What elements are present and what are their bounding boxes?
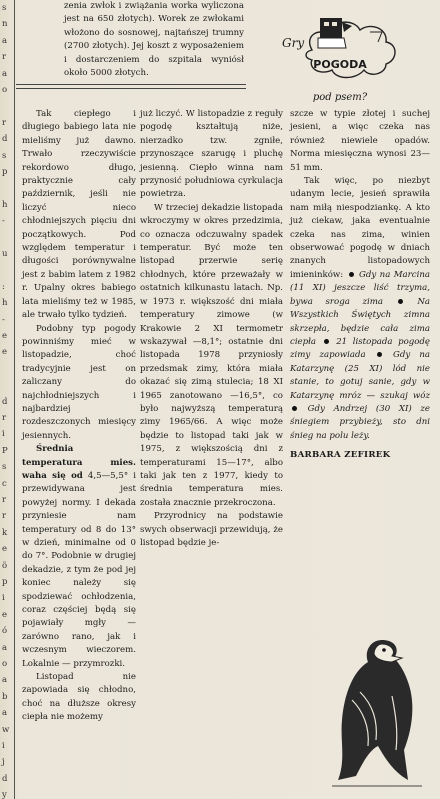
gutter-letter: y	[2, 790, 7, 799]
gutter-letter: r	[2, 413, 7, 423]
gutter-letter: r	[2, 495, 7, 505]
gutter-letter: r	[2, 511, 7, 522]
gutter-letter: a	[2, 68, 8, 79]
gutter-letter: d	[2, 773, 8, 784]
logo-word-left: Gry	[282, 36, 305, 50]
gutter-letter: o	[2, 659, 8, 669]
paragraph	[22, 443, 136, 671]
gutter-letter: e	[2, 609, 8, 620]
paragraph	[290, 175, 430, 443]
paragraph: Tak ciepłego i długiego babiego lata nie mieliśmy już dawno. Trwało rzeczywiście rekordowo długo, praktycznie cały październik, jeśli nie liczyć nieco chłodniejszych pięciu dni początkowych. Pod względem temperatur i długości porównywalne jest z babim latem z 1982 r. Upalny okres babiego lata mieliśmy też w 1985, ale trwało tylko tydzień.	[22, 109, 136, 321]
gutter-letter: c	[2, 478, 7, 489]
bullet-icon	[398, 299, 403, 304]
saying: Na Wszystkich Świętych zimna skrzepła, będzie cała zima ciepła	[290, 296, 431, 347]
gutter-letter: h	[2, 199, 8, 210]
previous-article-text: zenia zwłok i zwiążania worka wyliczona jest na 650 złotych). Worek ze zwłokami włożono do sosnowej, najtańszej trumny (2700 złotych). Jej koszt z wyposażeniem i dostarczeniem do szpitala wyniósł około 5000 złotych.	[64, 1, 244, 79]
bullet-icon	[377, 352, 382, 357]
gutter-letter: k	[2, 527, 8, 538]
article-separator-line-2	[16, 88, 246, 89]
bullet-icon	[324, 339, 329, 344]
saying: 21 listopada pogodę zimy zapowiada	[290, 336, 430, 361]
gutter-letter: s	[2, 462, 7, 473]
gutter-letter: i	[2, 741, 5, 751]
gutter-letter: i	[2, 429, 5, 440]
gutter-letter: j	[2, 757, 5, 768]
saying: Gdy na Katarzynę (25 XI) lód nie stanie, to gotuj sanie, gdy w Katarzynę mróz — szukaj wóz	[290, 350, 430, 401]
article-separator-line	[16, 84, 246, 85]
paragraph: szcze w typie złotej i suchej jesieni, a więc czeka nas również niewiele opadów. Norma miesięczna wynosi 23—51 mm.	[290, 109, 430, 173]
logo-subtitle: pod psem?	[312, 92, 368, 103]
gutter-letter: P	[2, 445, 8, 456]
paragraph: Przyrodnicy na podstawie swych obserwacji przewidują, że listopad będzie je-	[140, 511, 283, 548]
gutter-letter: a	[2, 708, 8, 719]
gutter-letter: ó	[2, 626, 8, 637]
paragraph: W trzeciej dekadzie listopada wkroczymy w okres przedzimia, co oznacza odczuwalny spadek temperatur. Być może ten listopad przerwie serię chłodnych, które przeważały w ostatnich kilkunastu latach. Np. w 1973 r. większość dni miała temperatury zimowe (w Krakowie 2 XI termometr wskazywał —8,1°; ostatnie dni listopada 1978 przyniosły przedsmak zimy, która miała okazać się zimą stulecia; 18 XI 1965 zanotowano —16,5°, co było najwyższą temperaturą zimy 1965/66. A więc może będzie to listopad taki jak w 1975, z większością dni z temperaturami 15—17°, albo taki jak ten z 1977, kiedy to średnia temperatura mies. została znacznie przekroczona.	[140, 202, 283, 508]
eagle-illustration-icon	[312, 600, 432, 790]
gutter-letter: ö	[2, 560, 8, 571]
gutter-letter: h	[2, 298, 8, 309]
gutter-letter: a	[2, 675, 8, 686]
gutter-letter: :	[2, 281, 5, 292]
saying: Gdy Andrzej (30 XI) ze śniegiem przybieży, sto dni śnieg na polu leży.	[290, 403, 430, 441]
paragraph: już liczyć. W listopadzie z reguły pogodę kształtują niże, nierzadko tzw. zgniłe, przynoszące szarugę i pluchę jesienną. Ciepło winna nam przynosić południowa cyrkulacja powietrza.	[140, 109, 283, 200]
gutter-letter: r	[2, 117, 7, 128]
gutter-letter: s	[2, 150, 7, 161]
bullet-icon	[349, 272, 354, 277]
column-divider	[14, 0, 15, 799]
saying: Gdy na Marcina (11 XI) jeszcze liść trzyma, bywa sroga zima	[290, 269, 430, 307]
gutter-letter: n	[2, 19, 8, 30]
gutter-letter: p	[2, 167, 8, 177]
gutter-letter: w	[2, 724, 10, 735]
gutter-letter: -	[2, 314, 5, 325]
paragraph-text: Tak więc, po niezbyt udanym lecie, jesień sprawiła nam miłą niespodziankę. A kto już ciekaw, jaka eventualnie czeka nas zima, winien obserwować pogodę w dniach znanych listopadowych imieninków:	[290, 176, 430, 280]
gutter-letter: e	[2, 331, 8, 341]
bold-lead: Średnia temperatura mies. waha się od	[22, 444, 136, 481]
gutter-letter: e	[2, 544, 8, 555]
author-byline: BARBARA ZEFIREK	[290, 450, 391, 461]
gutter-letter: d	[2, 396, 8, 407]
gutter-letter: a	[2, 35, 8, 46]
gutter-letter: e	[2, 347, 8, 358]
paragraph-rest: 4,5—5,5° i przewidywana jest powyżej normy. I dekada przyniesie nam temperatury od 8 do 13° w dzień, minimalne od 0 do 7°. Podobnie w drugiej dekadzie, z tym że pod jej koniec należy się spodziewać ochłodzenia, coraz częściej będą się pojawiały mgły — zarówno rano, jak i wczesnym wieczorem. Lokalnie — przymrozki.	[22, 470, 136, 669]
gutter-letter: i	[2, 593, 5, 604]
gutter-letter: r	[2, 52, 7, 63]
paragraph: Listopad nie zapowiada się chłodno, choć na dłuższe okresy ciepła nie możemy	[22, 672, 136, 723]
gutter-letter: s	[2, 3, 7, 13]
gutter-letter: d	[2, 134, 8, 145]
article-column-2	[140, 108, 283, 550]
gutter-letter: b	[2, 691, 8, 702]
paragraph: Podobny typ pogody powinniśmy mieć w listopadzie, choć tradycyjnie jest on zaliczany do najchłodniejszych i najbardziej rozdeszczonych miesięcy jesiennych.	[22, 323, 136, 441]
article-column-1	[22, 108, 136, 725]
bullet-icon	[292, 406, 297, 411]
left-gutter-fragments	[0, 0, 14, 799]
sayings-list	[290, 270, 430, 441]
gutter-letter: p	[2, 577, 8, 587]
dog-cloud-logo-icon	[274, 2, 424, 102]
gutter-letter: o	[2, 85, 8, 95]
gutter-letter: a	[2, 642, 8, 653]
gutter-letter: u	[2, 249, 8, 259]
previous-article-ending	[64, 0, 244, 80]
article-column-3	[290, 108, 430, 463]
gutter-letter: -	[2, 216, 5, 227]
logo-title: POGODA	[313, 58, 367, 71]
